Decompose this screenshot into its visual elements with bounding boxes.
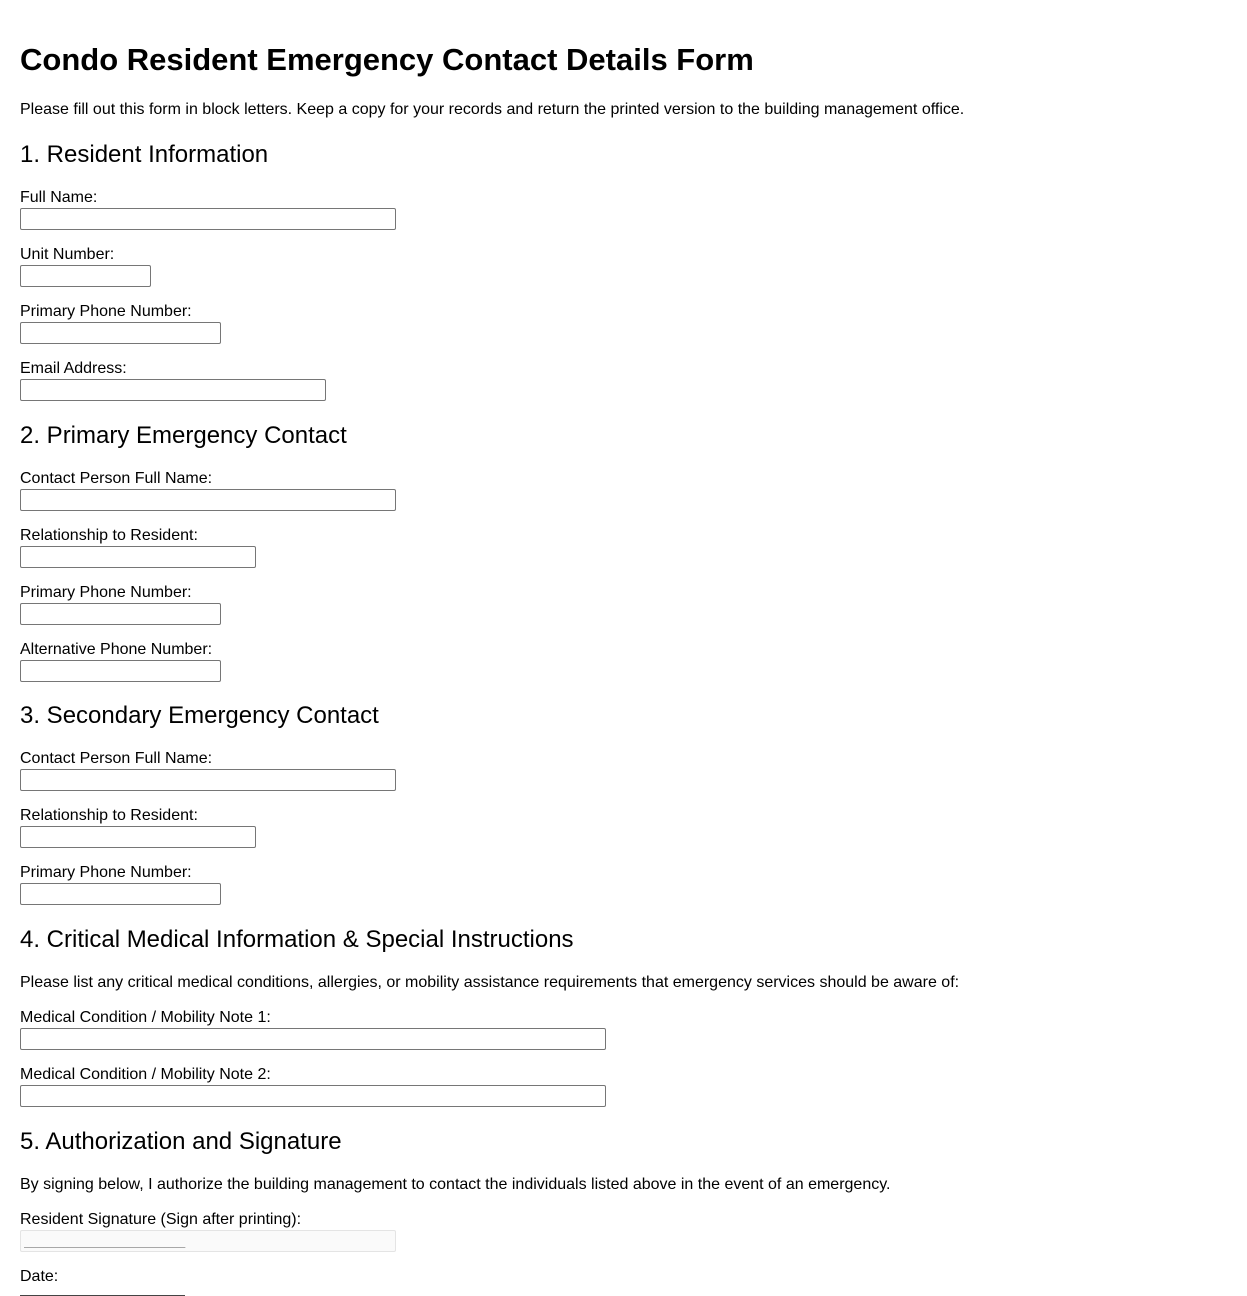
resident-unit-number-input[interactable] (20, 265, 151, 287)
medical-instructions-text: Please list any critical medical conditions, allergies, or mobility assistance requirements that emergency services should be aware of: (20, 974, 960, 991)
primary-contact-relationship-input[interactable] (20, 546, 256, 568)
primary-contact-alt-phone-field (20, 641, 221, 682)
signature-label: Resident Signature (Sign after printing): (20, 1211, 302, 1228)
page-title: Condo Resident Emergency Contact Details Form (20, 42, 754, 77)
primary-contact-alt-phone-label: Alternative Phone Number: (20, 641, 213, 658)
primary-contact-name-label: Contact Person Full Name: (20, 470, 213, 487)
signature-line: ________________________________________ (24, 1238, 185, 1248)
signature-box (20, 1230, 396, 1252)
primary-contact-name-field (20, 470, 396, 511)
secondary-contact-name-label: Contact Person Full Name: (20, 750, 213, 767)
resident-unit-number-label: Unit Number: (20, 246, 115, 263)
medical-note-2-input[interactable] (20, 1085, 606, 1107)
resident-full-name-label: Full Name: (20, 189, 98, 206)
section-heading-primary-contact: 2. Primary Emergency Contact (20, 422, 347, 449)
secondary-contact-phone-label: Primary Phone Number: (20, 864, 192, 881)
resident-email-input[interactable] (20, 379, 326, 401)
medical-note-1-label: Medical Condition / Mobility Note 1: (20, 1009, 271, 1026)
date-field (20, 1268, 185, 1296)
primary-contact-relationship-label: Relationship to Resident: (20, 527, 198, 544)
section-heading-medical: 4. Critical Medical Information & Special Instructions (20, 926, 574, 953)
secondary-contact-phone-field (20, 864, 221, 905)
resident-email-field (20, 360, 326, 401)
resident-email-label: Email Address: (20, 360, 127, 377)
resident-full-name-input[interactable] (20, 208, 396, 230)
section-heading-resident: 1. Resident Information (20, 141, 269, 168)
medical-note-1-input[interactable] (20, 1028, 606, 1050)
medical-note-1-field (20, 1009, 606, 1050)
resident-phone-field (20, 303, 221, 344)
resident-phone-input[interactable] (20, 322, 221, 344)
primary-contact-phone-label: Primary Phone Number: (20, 584, 192, 601)
secondary-contact-name-field (20, 750, 396, 791)
date-label: Date: (20, 1268, 59, 1285)
date-line (20, 1287, 185, 1296)
resident-unit-number-field (20, 246, 151, 287)
resident-phone-label: Primary Phone Number: (20, 303, 192, 320)
primary-contact-relationship-field (20, 527, 256, 568)
authorization-text: By signing below, I authorize the building management to contact the individuals listed above in the event of an emergency. (20, 1176, 891, 1193)
primary-contact-phone-field (20, 584, 221, 625)
primary-contact-phone-input[interactable] (20, 603, 221, 625)
resident-full-name-field (20, 189, 396, 230)
primary-contact-name-input[interactable] (20, 489, 396, 511)
intro-text: Please fill out this form in block letters. Keep a copy for your records and return the printed version to the building management office. (20, 101, 965, 118)
signature-field (20, 1211, 396, 1252)
medical-note-2-label: Medical Condition / Mobility Note 2: (20, 1066, 271, 1083)
primary-contact-alt-phone-input[interactable] (20, 660, 221, 682)
secondary-contact-relationship-field (20, 807, 256, 848)
medical-note-2-field (20, 1066, 606, 1107)
secondary-contact-phone-input[interactable] (20, 883, 221, 905)
secondary-contact-name-input[interactable] (20, 769, 396, 791)
secondary-contact-relationship-input[interactable] (20, 826, 256, 848)
section-heading-secondary-contact: 3. Secondary Emergency Contact (20, 702, 379, 729)
secondary-contact-relationship-label: Relationship to Resident: (20, 807, 198, 824)
section-heading-authorization: 5. Authorization and Signature (20, 1128, 342, 1155)
